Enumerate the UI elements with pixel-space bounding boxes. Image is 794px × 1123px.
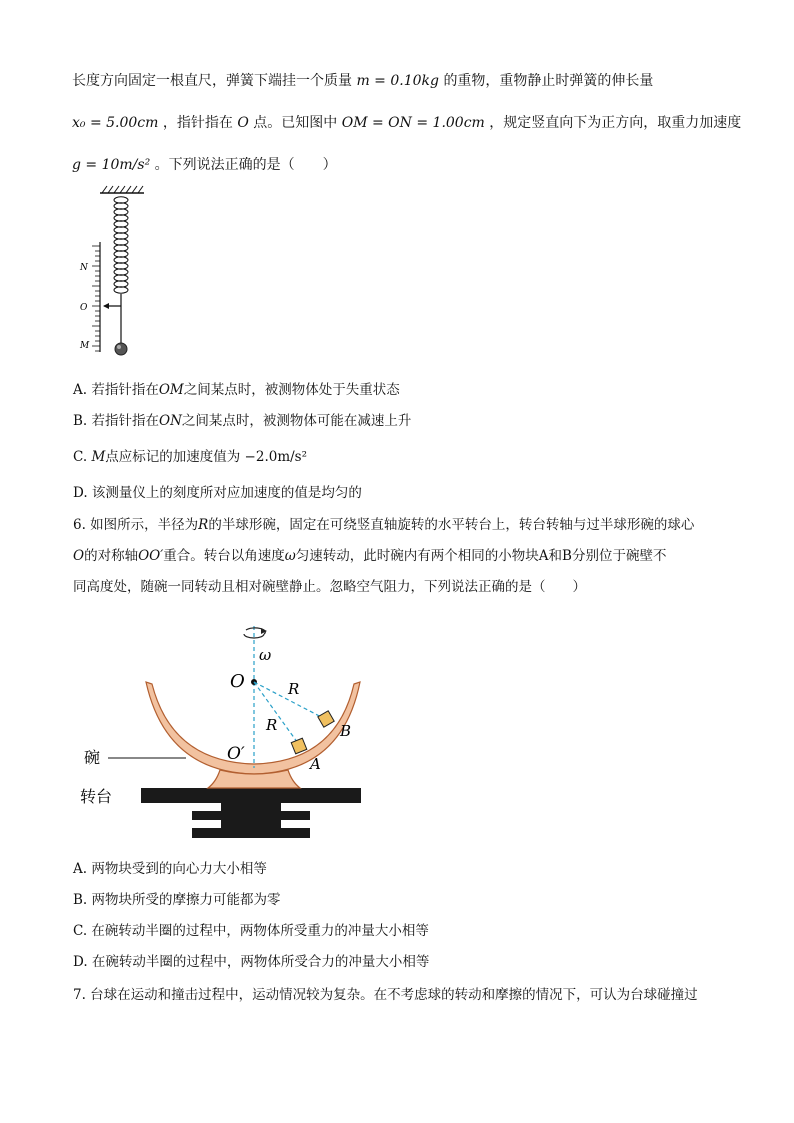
block-b-label: B: [340, 722, 352, 740]
gravity-formula: g = 10m/s²: [72, 157, 151, 173]
q6-option-a[interactable]: A. 两物块受到的向心力大小相等: [73, 861, 267, 877]
q5-option-d[interactable]: D. 该测量仪上的刻度所对应加速度的值是均匀的: [73, 485, 362, 501]
spring-scale-figure: [70, 182, 160, 364]
label-m: M: [80, 341, 90, 351]
turntable-label: 转台: [80, 787, 113, 806]
q5-option-c[interactable]: C. M点应标记的加速度值为 −2.0m/s²: [73, 449, 308, 465]
turntable-top: [141, 788, 361, 803]
bowl-figure: [74, 612, 374, 842]
block-a: [291, 738, 307, 754]
om-on-formula: OM = ON = 1.00cm: [341, 115, 485, 131]
intro-line-3: g = 10m/s² 。下列说法正确的是（ ）: [72, 157, 337, 173]
mass-formula: m = 0.10kg: [356, 73, 439, 89]
q5-option-a[interactable]: A. 若指针指在OM之间某点时，被测物体处于失重状态: [73, 382, 400, 398]
radius-label-1: R: [288, 680, 300, 698]
q6-option-d[interactable]: D. 在碗转动半圈的过程中，两物体所受合力的冲量大小相等: [73, 954, 430, 970]
block-a-label: A: [310, 755, 321, 773]
omega-label: ω: [259, 646, 272, 664]
label-o: O: [80, 303, 88, 313]
bowl: [146, 682, 360, 774]
label-n: N: [80, 263, 88, 273]
q6-stem-line-2: O的对称轴OO′重合。转台以角速度ω匀速转动，此时碗内有两个相同的小物块A和B分别位于碗壁不: [73, 548, 667, 564]
q6-stem-line-3: 同高度处，随碗一同转动且相对碗壁静止。忽略空气阻力，下列说法正确的是（ ）: [73, 579, 586, 595]
q5-option-b[interactable]: B. 若指针指在ON之间某点时，被测物体可能在减速上升: [73, 413, 412, 429]
radius-label-2: R: [266, 716, 278, 734]
q7-stem-line-1: 7. 台球在运动和撞击过程中，运动情况较为复杂。在不考虑球的转动和摩擦的情况下，可认为台球碰撞过: [73, 987, 698, 1003]
center-o-label: O: [230, 671, 245, 692]
q6-option-b[interactable]: B. 两物块所受的摩擦力可能都为零: [73, 892, 281, 908]
q6-stem-line-1: 6. 如图所示，半径为R的半球形碗，固定在可绕竖直轴旋转的水平转台上，转台转轴与过半球形碗的球心: [73, 517, 695, 533]
q6-option-c[interactable]: C. 在碗转动半圈的过程中，两物体所受重力的冲量大小相等: [73, 923, 429, 939]
block-b: [318, 711, 334, 727]
intro-line-2: x₀ = 5.00cm ，指针指在 O 点。已知图中 OM = ON = 1.00cm ，规定竖直向下为正方向，取重力加速度: [72, 115, 742, 131]
bowl-label: 碗: [84, 748, 101, 767]
elongation-formula: x₀ = 5.00cm: [72, 115, 159, 131]
intro-line-1: 长度方向固定一根直尺，弹簧下端挂一个质量 m = 0.10kg 的重物，重物静止时弹簧的伸长量: [72, 73, 654, 89]
o-prime-label: O′: [227, 744, 245, 764]
